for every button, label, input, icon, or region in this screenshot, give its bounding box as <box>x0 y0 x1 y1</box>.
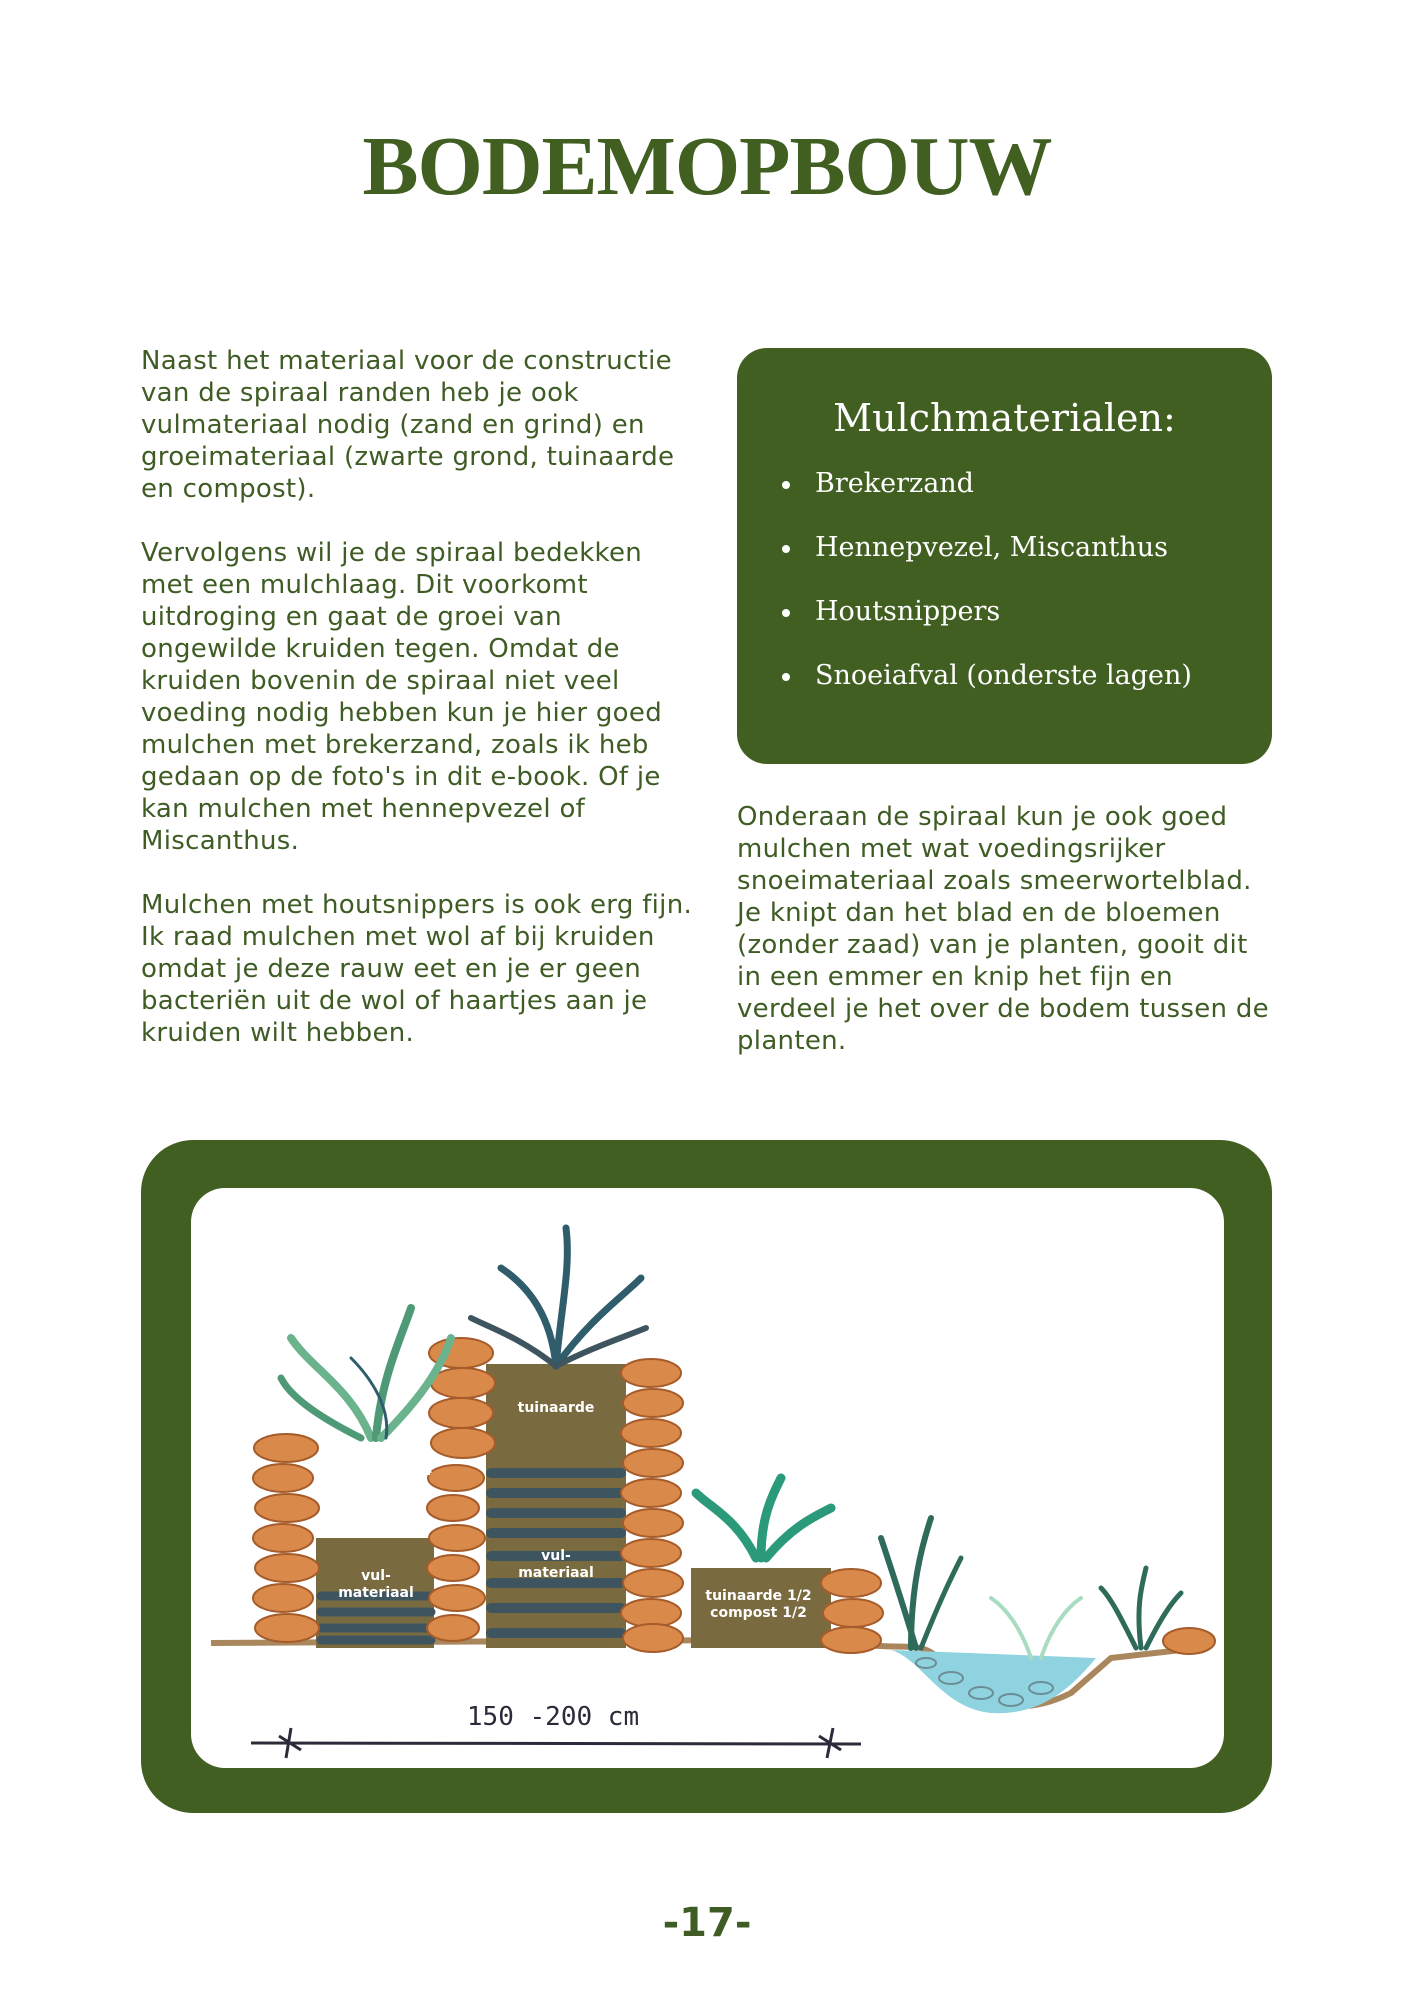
left-bed-fill-label: vul- materiaal <box>338 1568 414 1601</box>
mulch-materials-list <box>782 466 1192 722</box>
mulch-materials-box <box>737 348 1272 764</box>
center-bed-fill-label: vul- materiaal <box>518 1548 594 1581</box>
center-bed-top-label: tuinaarde <box>517 1400 595 1416</box>
paragraph: Vervolgens wil je de spiraal bedekken met een mulchlaag. Dit voorkomt uitdroging en gaat de groei van ongewilde kruiden tegen. Omdat de kruiden bovenin de spiraal niet veel voeding nodig hebben kun je hier goed mulchen met brekerzand, zoals ik heb gedaan op de foto's in dit e-book. Of je kan mulchen met hennepvezel of Miscanthus. <box>141 538 662 856</box>
bullet-icon <box>782 609 790 617</box>
bottom-mulch-paragraph: Onderaan de spiraal kun je ook goed mulchen met wat voedingsrijker snoeimateriaal zoals smeerwortelblad. Je knipt dan het blad en de bloemen (zonder zaad) van je planten, gooit dit in een emmer en knip het fijn en verdeel je het over de bodem tussen de planten. <box>737 802 1269 1056</box>
measurement-label: 150 -200 cm <box>466 1702 640 1732</box>
bullet-icon <box>782 545 790 553</box>
page-number: -17- <box>662 1900 752 1946</box>
right-bed-label: tuinaarde 1/2 compost 1/2 <box>705 1588 812 1621</box>
list-item <box>782 658 1192 722</box>
list-item-label: Hennepvezel, Miscanthus <box>815 532 1169 563</box>
list-item <box>782 466 1192 530</box>
intro-text-column <box>141 345 701 1081</box>
list-item-label: Houtsnippers <box>815 596 1001 627</box>
list-item-label: Brekerzand <box>815 468 974 499</box>
mulch-box-title: Mulchmaterialen: <box>833 396 1176 440</box>
paragraph: Naast het materiaal voor de constructie van de spiraal randen heb je ook vulmateriaal nodig (zand en grind) en groeimateriaal (zwarte grond, tuinaarde en compost). <box>141 346 675 504</box>
measurement-line <box>251 1728 861 1758</box>
bullet-icon <box>782 481 790 489</box>
list-item <box>782 594 1192 658</box>
list-item-label: Snoeiafval (onderste lagen) <box>815 660 1192 691</box>
page-title: BODEMOPBOUW <box>362 120 1052 213</box>
illustration-frame <box>141 1140 1272 1813</box>
left-bed-top-label: tuinaarde 3/4 compost 1/4 <box>325 1463 433 1496</box>
list-item <box>782 530 1192 594</box>
paragraph: Mulchen met houtsnippers is ook erg fijn. Ik raad mulchen met wol af bij kruiden omdat je deze rauw eet en je er geen bacteriën uit de wol of haartjes aan je kruiden wilt hebben. <box>141 890 693 1048</box>
bullet-icon <box>782 673 790 681</box>
herb-spiral-cross-section-illustration <box>191 1188 1224 1768</box>
